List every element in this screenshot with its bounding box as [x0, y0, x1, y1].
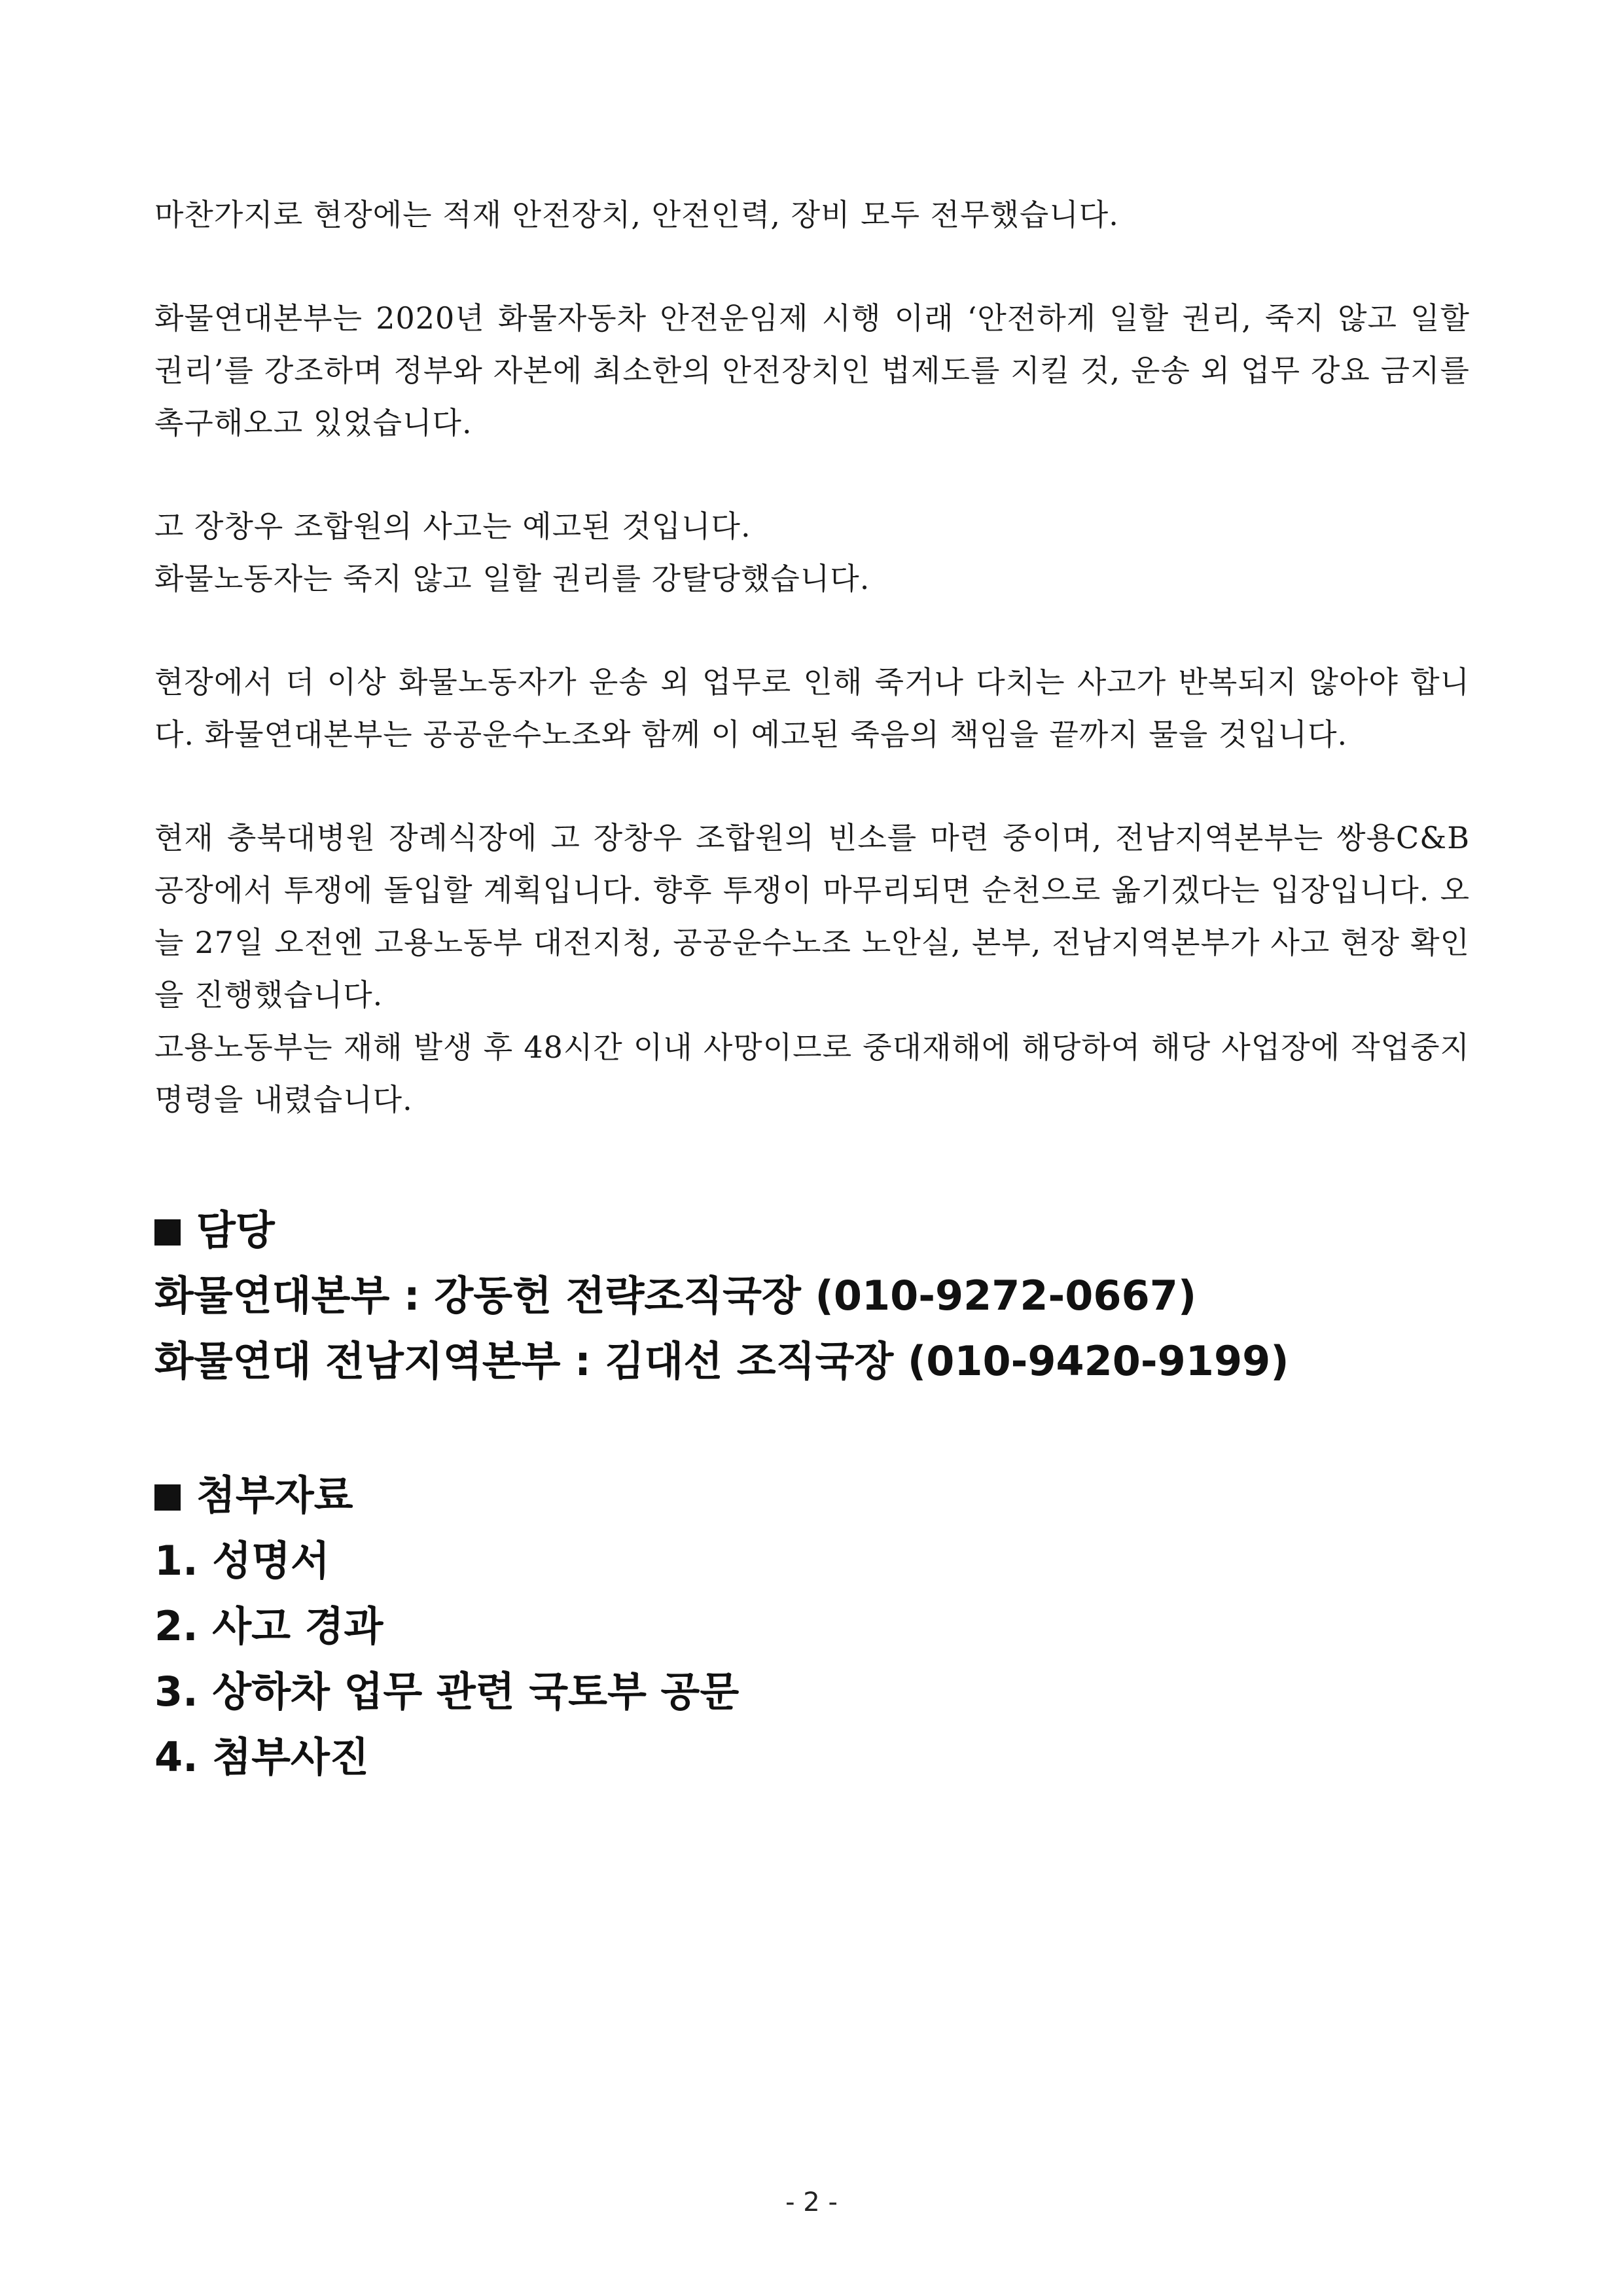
paragraph-6: 고용노동부는 재해 발생 후 48시간 이내 사망이므로 중대재해에 해당하여 해당 사업장에 작업중지 명령을 내렸습니다.: [154, 1030, 1470, 1117]
contact-heading-label: 담당: [196, 1206, 275, 1254]
paragraph-5: 현재 충북대병원 장례식장에 고 장창우 조합원의 빈소를 마련 중이며, 전남지역본부는 쌍용C&B공장에서 투쟁에 돌입할 계획입니다. 향후 투쟁이 마무리되면 순천으로 옮기겠다는 입장입니다. 오늘 27일 오전엔 고용노동부 대전지청, 공공운수노조 노안실, 본부, 전남지역본부가 사고 현장 확인을 진행했습니다.: [154, 820, 1470, 1013]
attachments-heading: [154, 1463, 1470, 1528]
attachment-item-1: 1. 성명서: [154, 1537, 330, 1585]
paragraph-1: 마찬가지로 현장에는 적재 안전장치, 안전인력, 장비 모두 전무했습니다.: [154, 197, 1119, 232]
paragraph-2: 화물연대본부는 2020년 화물자동차 안전운임제 시행 이래 ‘안전하게 일할 권리, 죽지 않고 일할 권리’를 강조하며 정부와 자본에 최소한의 안전장치인 법제도를 지킬 것, 운송 외 업무 강요 금지를 촉구해오고 있었습니다.: [154, 300, 1470, 440]
contact-heading: [154, 1198, 1470, 1263]
body-text: [154, 188, 1470, 1126]
attachment-item-4: 4. 첨부사진: [154, 1733, 369, 1781]
black-square-icon: [154, 1219, 181, 1246]
page-number: - 2 -: [785, 2187, 838, 2217]
contact-section: [154, 1198, 1470, 1394]
paragraph-4: 현장에서 더 이상 화물노동자가 운송 외 업무로 인해 죽거나 다치는 사고가 반복되지 않아야 합니다. 화물연대본부는 공공운수노조와 함께 이 예고된 죽음의 책임을 끝까지 물을 것입니다.: [154, 664, 1470, 752]
attachment-item-2: 2. 사고 경과: [154, 1602, 383, 1650]
paragraph-3-line-1: 고 장창우 조합원의 사고는 예고된 것입니다.: [154, 509, 751, 544]
attachment-item-3: 3. 상하차 업무 관련 국토부 공문: [154, 1668, 740, 1715]
paragraph-3-line-2: 화물노동자는 죽지 않고 일할 권리를 강탈당했습니다.: [154, 561, 870, 596]
attachments-section: [154, 1463, 1470, 1790]
attachments-heading-label: 첨부자료: [196, 1471, 353, 1519]
contact-line-2: 화물연대 전남지역본부 : 김대선 조직국장 (010-9420-9199): [154, 1337, 1289, 1385]
contact-line-1: 화물연대본부 : 강동헌 전략조직국장 (010-9272-0667): [154, 1272, 1197, 1319]
black-square-icon: [154, 1484, 181, 1511]
